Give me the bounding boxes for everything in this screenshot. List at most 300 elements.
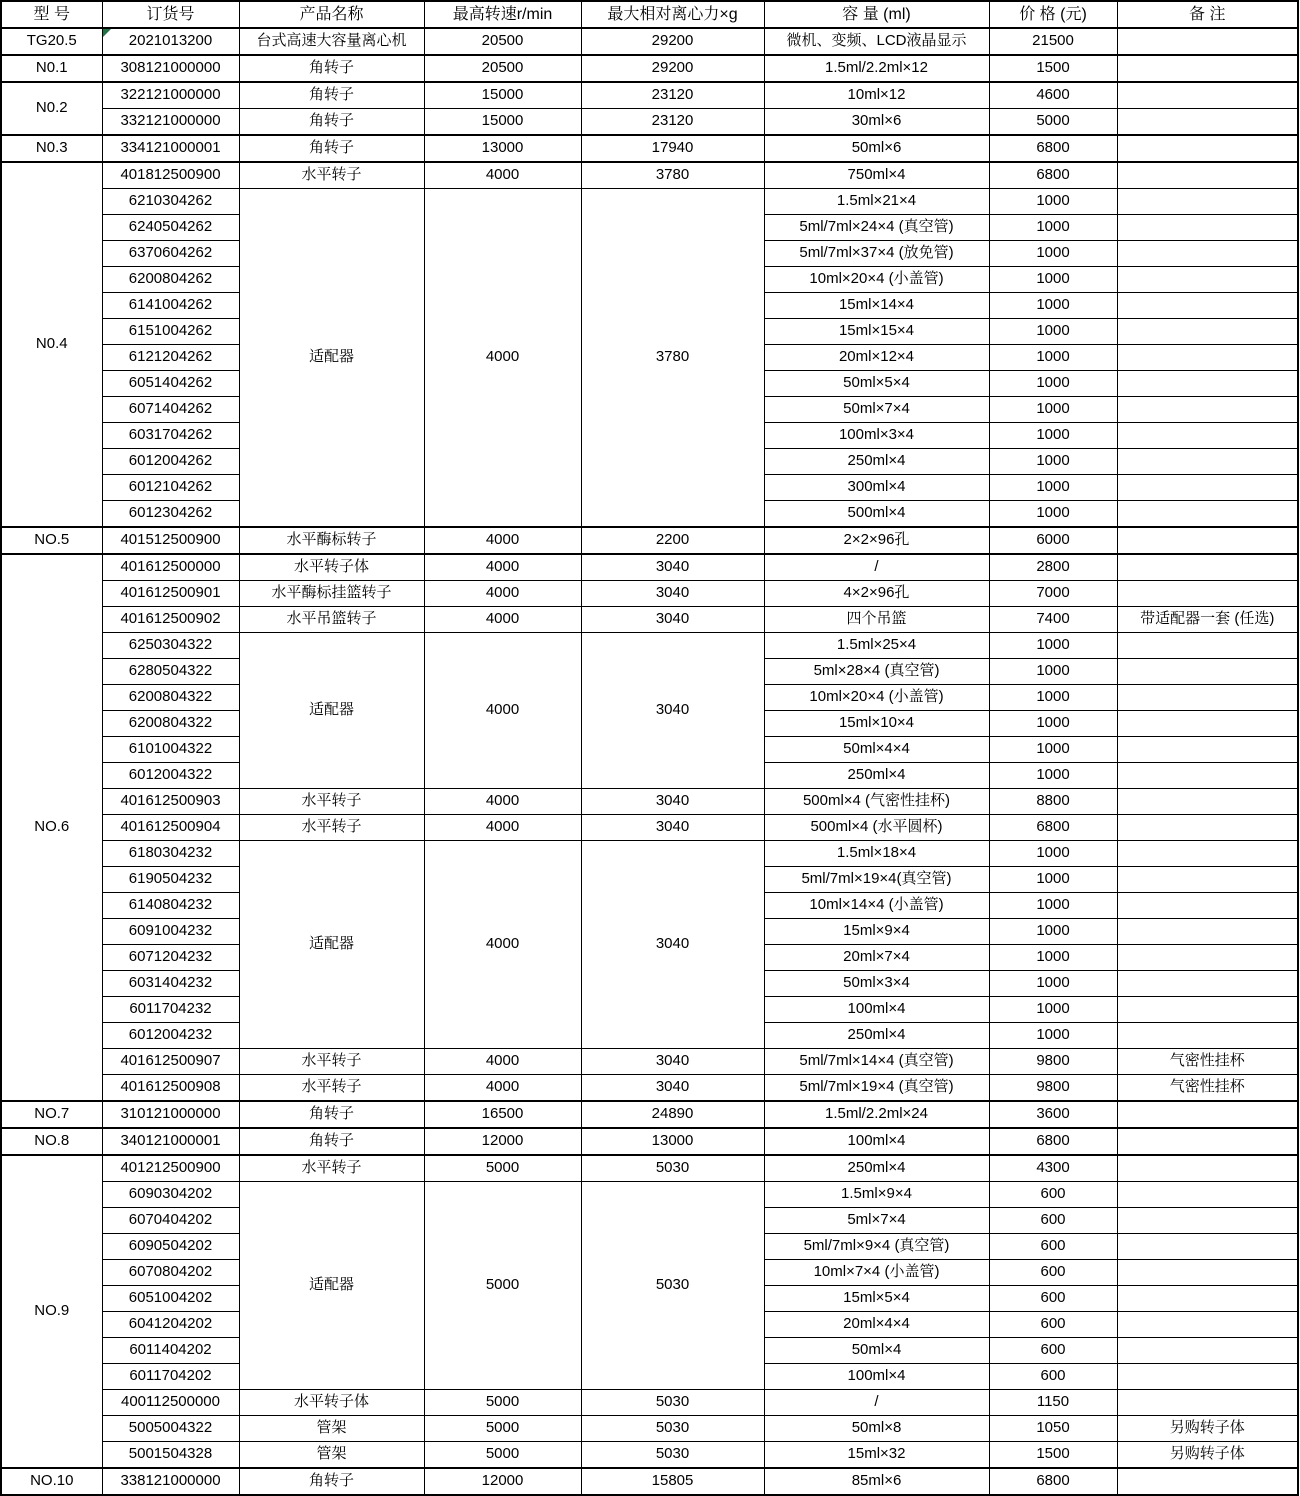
- cell-product-name: 水平转子体: [239, 1390, 424, 1416]
- cell-capacity: 5ml/7ml×37×4 (放免管): [764, 241, 989, 267]
- cell-max-speed: 20500: [424, 28, 581, 55]
- cell-product-name: 角转子: [239, 82, 424, 109]
- cell-order-no: 6180304232: [102, 841, 239, 867]
- cell-price: 1000: [989, 711, 1117, 737]
- cell-product-name: 角转子: [239, 135, 424, 162]
- cell-model: N0.4: [1, 162, 102, 527]
- cell-remark: [1117, 763, 1298, 789]
- cell-capacity: 100ml×3×4: [764, 423, 989, 449]
- cell-product-name: 水平酶标挂篮转子: [239, 581, 424, 607]
- cell-capacity: 1.5ml×18×4: [764, 841, 989, 867]
- cell-model: TG20.5: [1, 28, 102, 55]
- cell-remark: [1117, 28, 1298, 55]
- cell-product-name: 管架: [239, 1416, 424, 1442]
- cell-order-no: 401612500000: [102, 554, 239, 581]
- cell-price: 600: [989, 1260, 1117, 1286]
- cell-product-name: 水平吊篮转子: [239, 607, 424, 633]
- cell-capacity: 100ml×4: [764, 1128, 989, 1155]
- cell-order-no: 6011704232: [102, 997, 239, 1023]
- cell-remark: [1117, 997, 1298, 1023]
- cell-price: 4300: [989, 1155, 1117, 1182]
- cell-price: 600: [989, 1312, 1117, 1338]
- cell-order-no: 6011404202: [102, 1338, 239, 1364]
- cell-remark: [1117, 1338, 1298, 1364]
- cell-remark: 另购转子体: [1117, 1416, 1298, 1442]
- cell-capacity: 500ml×4 (气密性挂杯): [764, 789, 989, 815]
- col-header-max-speed: 最高转速r/min: [424, 1, 581, 28]
- cell-max-rcf: 3040: [581, 815, 764, 841]
- cell-remark: [1117, 135, 1298, 162]
- cell-remark: [1117, 319, 1298, 345]
- cell-capacity: 4×2×96孔: [764, 581, 989, 607]
- cell-capacity: 10ml×14×4 (小盖管): [764, 893, 989, 919]
- cell-capacity: /: [764, 554, 989, 581]
- cell-model: N0.3: [1, 135, 102, 162]
- cell-order-no: 401612500901: [102, 581, 239, 607]
- cell-capacity: 85ml×6: [764, 1468, 989, 1495]
- cell-remark: [1117, 581, 1298, 607]
- cell-price: 6800: [989, 162, 1117, 189]
- table-row: [1, 55, 1298, 82]
- cell-price: 6800: [989, 1128, 1117, 1155]
- cell-price: 7400: [989, 607, 1117, 633]
- cell-price: 1150: [989, 1390, 1117, 1416]
- cell-max-speed: 15000: [424, 82, 581, 109]
- cell-order-no: 401612500908: [102, 1075, 239, 1102]
- cell-price: 1000: [989, 633, 1117, 659]
- cell-capacity: 10ml×20×4 (小盖管): [764, 685, 989, 711]
- cell-order-no: 6151004262: [102, 319, 239, 345]
- cell-capacity: 500ml×4 (水平圆杯): [764, 815, 989, 841]
- cell-product-name: 角转子: [239, 1468, 424, 1495]
- cell-product-name: 适配器: [239, 189, 424, 528]
- cell-capacity: 微机、变频、LCD液晶显示: [764, 28, 989, 55]
- cell-remark: [1117, 215, 1298, 241]
- cell-product-name: 水平转子: [239, 1075, 424, 1102]
- table-row: [1, 109, 1298, 136]
- cell-capacity: 四个吊篮: [764, 607, 989, 633]
- cell-max-rcf: 3040: [581, 581, 764, 607]
- cell-capacity: 10ml×12: [764, 82, 989, 109]
- cell-max-speed: 4000: [424, 1075, 581, 1102]
- cell-price: 1050: [989, 1416, 1117, 1442]
- table-row: [1, 1155, 1298, 1182]
- cell-price: 9800: [989, 1075, 1117, 1102]
- cell-max-speed: 5000: [424, 1416, 581, 1442]
- cell-capacity: 5ml×7×4: [764, 1208, 989, 1234]
- cell-order-no: 6140804232: [102, 893, 239, 919]
- cell-remark: [1117, 1260, 1298, 1286]
- cell-capacity: 1.5ml/2.2ml×24: [764, 1101, 989, 1128]
- cell-max-speed: 16500: [424, 1101, 581, 1128]
- col-header-price: 价 格 (元): [989, 1, 1117, 28]
- cell-remark: [1117, 1468, 1298, 1495]
- cell-order-no: 5001504328: [102, 1442, 239, 1469]
- cell-capacity: 250ml×4: [764, 1023, 989, 1049]
- table-row: [1, 554, 1298, 581]
- cell-remark: [1117, 1312, 1298, 1338]
- cell-remark: [1117, 1208, 1298, 1234]
- cell-remark: [1117, 1234, 1298, 1260]
- cell-capacity: 15ml×14×4: [764, 293, 989, 319]
- cell-price: 1000: [989, 319, 1117, 345]
- cell-price: 6800: [989, 1468, 1117, 1495]
- cell-capacity: 50ml×7×4: [764, 397, 989, 423]
- col-header-model: 型 号: [1, 1, 102, 28]
- cell-max-rcf: 3040: [581, 789, 764, 815]
- cell-capacity: 20ml×12×4: [764, 345, 989, 371]
- cell-max-rcf: 5030: [581, 1416, 764, 1442]
- cell-price: 600: [989, 1208, 1117, 1234]
- cell-order-no: 308121000000: [102, 55, 239, 82]
- cell-capacity: 20ml×4×4: [764, 1312, 989, 1338]
- cell-max-speed: 4000: [424, 527, 581, 554]
- cell-order-no: 310121000000: [102, 1101, 239, 1128]
- table-row: [1, 815, 1298, 841]
- cell-max-speed: 4000: [424, 841, 581, 1049]
- cell-order-no: 6041204202: [102, 1312, 239, 1338]
- header-row: [1, 1, 1298, 28]
- cell-order-no: 6101004322: [102, 737, 239, 763]
- cell-max-speed: 5000: [424, 1182, 581, 1390]
- cell-max-speed: 4000: [424, 554, 581, 581]
- cell-order-no: 6240504262: [102, 215, 239, 241]
- cell-price: 1000: [989, 659, 1117, 685]
- cell-price: 1000: [989, 397, 1117, 423]
- cell-price: 1500: [989, 1442, 1117, 1469]
- cell-price: 21500: [989, 28, 1117, 55]
- cell-capacity: 750ml×4: [764, 162, 989, 189]
- table-row: [1, 1442, 1298, 1469]
- cell-max-rcf: 3040: [581, 554, 764, 581]
- cell-order-no: 6121204262: [102, 345, 239, 371]
- cell-price: 1000: [989, 475, 1117, 501]
- table-row: [1, 162, 1298, 189]
- cell-capacity: 5ml/7ml×19×4(真空管): [764, 867, 989, 893]
- cell-price: 1000: [989, 423, 1117, 449]
- cell-order-no: 338121000000: [102, 1468, 239, 1495]
- cell-capacity: 15ml×9×4: [764, 919, 989, 945]
- cell-price: 1000: [989, 345, 1117, 371]
- cell-order-no: 6200804262: [102, 267, 239, 293]
- cell-max-rcf: 5030: [581, 1155, 764, 1182]
- cell-max-rcf: 23120: [581, 82, 764, 109]
- cell-capacity: 15ml×5×4: [764, 1286, 989, 1312]
- cell-model: NO.7: [1, 1101, 102, 1128]
- cell-remark: [1117, 293, 1298, 319]
- cell-capacity: 15ml×32: [764, 1442, 989, 1469]
- cell-price: 1000: [989, 215, 1117, 241]
- cell-capacity: 5ml/7ml×19×4 (真空管): [764, 1075, 989, 1102]
- cell-model: N0.2: [1, 82, 102, 135]
- cell-max-rcf: 5030: [581, 1182, 764, 1390]
- cell-product-name: 水平转子体: [239, 554, 424, 581]
- cell-remark: 气密性挂杯: [1117, 1075, 1298, 1102]
- cell-model: NO.8: [1, 1128, 102, 1155]
- cell-remark: [1117, 241, 1298, 267]
- cell-remark: [1117, 55, 1298, 82]
- cell-price: 1000: [989, 267, 1117, 293]
- cell-max-speed: 15000: [424, 109, 581, 136]
- cell-model: N0.1: [1, 55, 102, 82]
- cell-capacity: 10ml×7×4 (小盖管): [764, 1260, 989, 1286]
- table-row: [1, 841, 1298, 867]
- cell-remark: [1117, 554, 1298, 581]
- cell-price: 1000: [989, 1023, 1117, 1049]
- cell-max-rcf: 3040: [581, 1075, 764, 1102]
- cell-capacity: 50ml×6: [764, 135, 989, 162]
- cell-order-no: 6250304322: [102, 633, 239, 659]
- cell-remark: [1117, 397, 1298, 423]
- cell-capacity: 100ml×4: [764, 997, 989, 1023]
- cell-order-no: 401612500903: [102, 789, 239, 815]
- cell-order-no: 6200804322: [102, 711, 239, 737]
- table-row: [1, 189, 1298, 215]
- cell-product-name: 水平转子: [239, 162, 424, 189]
- cell-model: NO.9: [1, 1155, 102, 1468]
- cell-max-rcf: 3780: [581, 189, 764, 528]
- cell-max-rcf: 13000: [581, 1128, 764, 1155]
- cell-price: 3600: [989, 1101, 1117, 1128]
- cell-remark: [1117, 737, 1298, 763]
- cell-max-rcf: 15805: [581, 1468, 764, 1495]
- col-header-order-no: 订货号: [102, 1, 239, 28]
- cell-remark: [1117, 1364, 1298, 1390]
- cell-order-no: 6071404262: [102, 397, 239, 423]
- cell-max-speed: 12000: [424, 1128, 581, 1155]
- cell-order-no: 401612500902: [102, 607, 239, 633]
- cell-remark: [1117, 867, 1298, 893]
- table-row: [1, 1468, 1298, 1495]
- col-header-max-rcf: 最大相对离心力×g: [581, 1, 764, 28]
- table-row: [1, 1128, 1298, 1155]
- cell-capacity: 1.5ml/2.2ml×12: [764, 55, 989, 82]
- table-row: [1, 789, 1298, 815]
- cell-max-speed: 5000: [424, 1155, 581, 1182]
- cell-price: 600: [989, 1364, 1117, 1390]
- cell-price: 2800: [989, 554, 1117, 581]
- cell-max-rcf: 3040: [581, 607, 764, 633]
- cell-capacity: 500ml×4: [764, 501, 989, 528]
- cell-max-speed: 4000: [424, 789, 581, 815]
- cell-remark: [1117, 659, 1298, 685]
- cell-price: 1000: [989, 685, 1117, 711]
- col-header-remark: 备 注: [1117, 1, 1298, 28]
- cell-order-no: 6370604262: [102, 241, 239, 267]
- cell-product-name: 水平转子: [239, 1049, 424, 1075]
- cell-capacity: 1.5ml×25×4: [764, 633, 989, 659]
- cell-remark: [1117, 1101, 1298, 1128]
- cell-product-name: 角转子: [239, 1128, 424, 1155]
- cell-order-no: 6090504202: [102, 1234, 239, 1260]
- cell-product-name: 适配器: [239, 633, 424, 789]
- cell-price: 600: [989, 1182, 1117, 1208]
- table-header-row: [1, 1, 1298, 28]
- cell-remark: [1117, 711, 1298, 737]
- cell-order-no: 332121000000: [102, 109, 239, 136]
- cell-max-rcf: 3780: [581, 162, 764, 189]
- cell-order-no: 6012104262: [102, 475, 239, 501]
- table-row: [1, 1182, 1298, 1208]
- table-row: [1, 1101, 1298, 1128]
- cell-max-speed: 5000: [424, 1390, 581, 1416]
- cell-max-speed: 4000: [424, 607, 581, 633]
- cell-capacity: 250ml×4: [764, 449, 989, 475]
- cell-remark: [1117, 345, 1298, 371]
- cell-remark: [1117, 109, 1298, 136]
- cell-remark: [1117, 815, 1298, 841]
- table-row: [1, 607, 1298, 633]
- cell-capacity: 250ml×4: [764, 1155, 989, 1182]
- cell-product-name: 角转子: [239, 1101, 424, 1128]
- cell-capacity: 50ml×5×4: [764, 371, 989, 397]
- cell-order-no: 401512500900: [102, 527, 239, 554]
- cell-max-speed: 13000: [424, 135, 581, 162]
- cell-price: 1000: [989, 945, 1117, 971]
- cell-capacity: 15ml×15×4: [764, 319, 989, 345]
- cell-max-speed: 4000: [424, 581, 581, 607]
- cell-capacity: 250ml×4: [764, 763, 989, 789]
- cell-remark: [1117, 501, 1298, 528]
- cell-order-no: 401612500907: [102, 1049, 239, 1075]
- cell-remark: [1117, 945, 1298, 971]
- cell-price: 7000: [989, 581, 1117, 607]
- cell-capacity: 5ml×28×4 (真空管): [764, 659, 989, 685]
- cell-capacity: 50ml×8: [764, 1416, 989, 1442]
- cell-max-speed: 4000: [424, 1049, 581, 1075]
- cell-remark: [1117, 893, 1298, 919]
- cell-price: 600: [989, 1338, 1117, 1364]
- cell-price: 1000: [989, 841, 1117, 867]
- cell-product-name: 水平酶标转子: [239, 527, 424, 554]
- cell-order-no: 322121000000: [102, 82, 239, 109]
- cell-capacity: 300ml×4: [764, 475, 989, 501]
- cell-product-name: 角转子: [239, 55, 424, 82]
- cell-order-no: 6012304262: [102, 501, 239, 528]
- cell-capacity: 50ml×3×4: [764, 971, 989, 997]
- col-header-capacity: 容 量 (ml): [764, 1, 989, 28]
- cell-order-no: 6051004202: [102, 1286, 239, 1312]
- cell-max-rcf: 17940: [581, 135, 764, 162]
- cell-price: 1500: [989, 55, 1117, 82]
- cell-price: 4600: [989, 82, 1117, 109]
- cell-product-name: 角转子: [239, 109, 424, 136]
- cell-order-no: 340121000001: [102, 1128, 239, 1155]
- cell-max-speed: 4000: [424, 815, 581, 841]
- cell-price: 1000: [989, 867, 1117, 893]
- cell-remark: [1117, 685, 1298, 711]
- cell-max-rcf: 24890: [581, 1101, 764, 1128]
- cell-max-rcf: 29200: [581, 55, 764, 82]
- cell-remark: [1117, 371, 1298, 397]
- cell-price: 6800: [989, 135, 1117, 162]
- cell-order-no: 6012004262: [102, 449, 239, 475]
- cell-capacity: 50ml×4: [764, 1338, 989, 1364]
- cell-price: 5000: [989, 109, 1117, 136]
- cell-capacity: 2×2×96孔: [764, 527, 989, 554]
- table-row: [1, 633, 1298, 659]
- cell-order-no: 6091004232: [102, 919, 239, 945]
- cell-remark: [1117, 919, 1298, 945]
- cell-product-name: 水平转子: [239, 1155, 424, 1182]
- cell-remark: [1117, 633, 1298, 659]
- cell-max-speed: 5000: [424, 1442, 581, 1469]
- cell-remark: [1117, 971, 1298, 997]
- cell-remark: [1117, 841, 1298, 867]
- cell-price: 1000: [989, 293, 1117, 319]
- cell-price: 600: [989, 1286, 1117, 1312]
- cell-order-no: 6031704262: [102, 423, 239, 449]
- cell-remark: [1117, 267, 1298, 293]
- cell-max-rcf: 3040: [581, 841, 764, 1049]
- cell-product-name: 适配器: [239, 841, 424, 1049]
- cell-price: 1000: [989, 449, 1117, 475]
- cell-order-no: 6012004232: [102, 1023, 239, 1049]
- cell-remark: 另购转子体: [1117, 1442, 1298, 1469]
- cell-order-no: 401812500900: [102, 162, 239, 189]
- cell-max-speed: 4000: [424, 189, 581, 528]
- cell-price: 6000: [989, 527, 1117, 554]
- cell-order-no: 6070804202: [102, 1260, 239, 1286]
- cell-max-rcf: 3040: [581, 633, 764, 789]
- cell-order-no: 401212500900: [102, 1155, 239, 1182]
- cell-capacity: 50ml×4×4: [764, 737, 989, 763]
- cell-remark: [1117, 1182, 1298, 1208]
- cell-price: 1000: [989, 241, 1117, 267]
- cell-model: NO.6: [1, 554, 102, 1101]
- cell-order-no: 6070404202: [102, 1208, 239, 1234]
- cell-order-no: 6141004262: [102, 293, 239, 319]
- table-row: [1, 28, 1298, 55]
- table-row: [1, 1075, 1298, 1102]
- table-row: [1, 1049, 1298, 1075]
- cell-product-name: 适配器: [239, 1182, 424, 1390]
- cell-remark: [1117, 1128, 1298, 1155]
- cell-product-name: 管架: [239, 1442, 424, 1469]
- cell-capacity: 5ml/7ml×14×4 (真空管): [764, 1049, 989, 1075]
- cell-price: 1000: [989, 189, 1117, 215]
- cell-max-rcf: 5030: [581, 1442, 764, 1469]
- cell-capacity: /: [764, 1390, 989, 1416]
- cell-max-speed: 12000: [424, 1468, 581, 1495]
- cell-order-no: 6090304202: [102, 1182, 239, 1208]
- cell-model: NO.10: [1, 1468, 102, 1495]
- cell-remark: [1117, 475, 1298, 501]
- cell-remark: [1117, 423, 1298, 449]
- cell-order-no-with-error-indicator: 2021013200: [102, 28, 239, 55]
- cell-order-no: 6200804322: [102, 685, 239, 711]
- cell-capacity: 5ml/7ml×24×4 (真空管): [764, 215, 989, 241]
- cell-price: 1000: [989, 919, 1117, 945]
- cell-order-no: 6051404262: [102, 371, 239, 397]
- cell-order-no: 334121000001: [102, 135, 239, 162]
- cell-remark: 带适配器一套 (任选): [1117, 607, 1298, 633]
- cell-price: 1000: [989, 997, 1117, 1023]
- cell-max-rcf: 29200: [581, 28, 764, 55]
- cell-order-no: 6031404232: [102, 971, 239, 997]
- cell-remark: [1117, 527, 1298, 554]
- cell-remark: [1117, 82, 1298, 109]
- cell-model: NO.5: [1, 527, 102, 554]
- cell-price: 6800: [989, 815, 1117, 841]
- table-row: [1, 581, 1298, 607]
- col-header-product-name: 产品名称: [239, 1, 424, 28]
- cell-order-no: 400112500000: [102, 1390, 239, 1416]
- cell-price: 9800: [989, 1049, 1117, 1075]
- cell-max-speed: 20500: [424, 55, 581, 82]
- cell-max-rcf: 3040: [581, 1049, 764, 1075]
- cell-remark: [1117, 1286, 1298, 1312]
